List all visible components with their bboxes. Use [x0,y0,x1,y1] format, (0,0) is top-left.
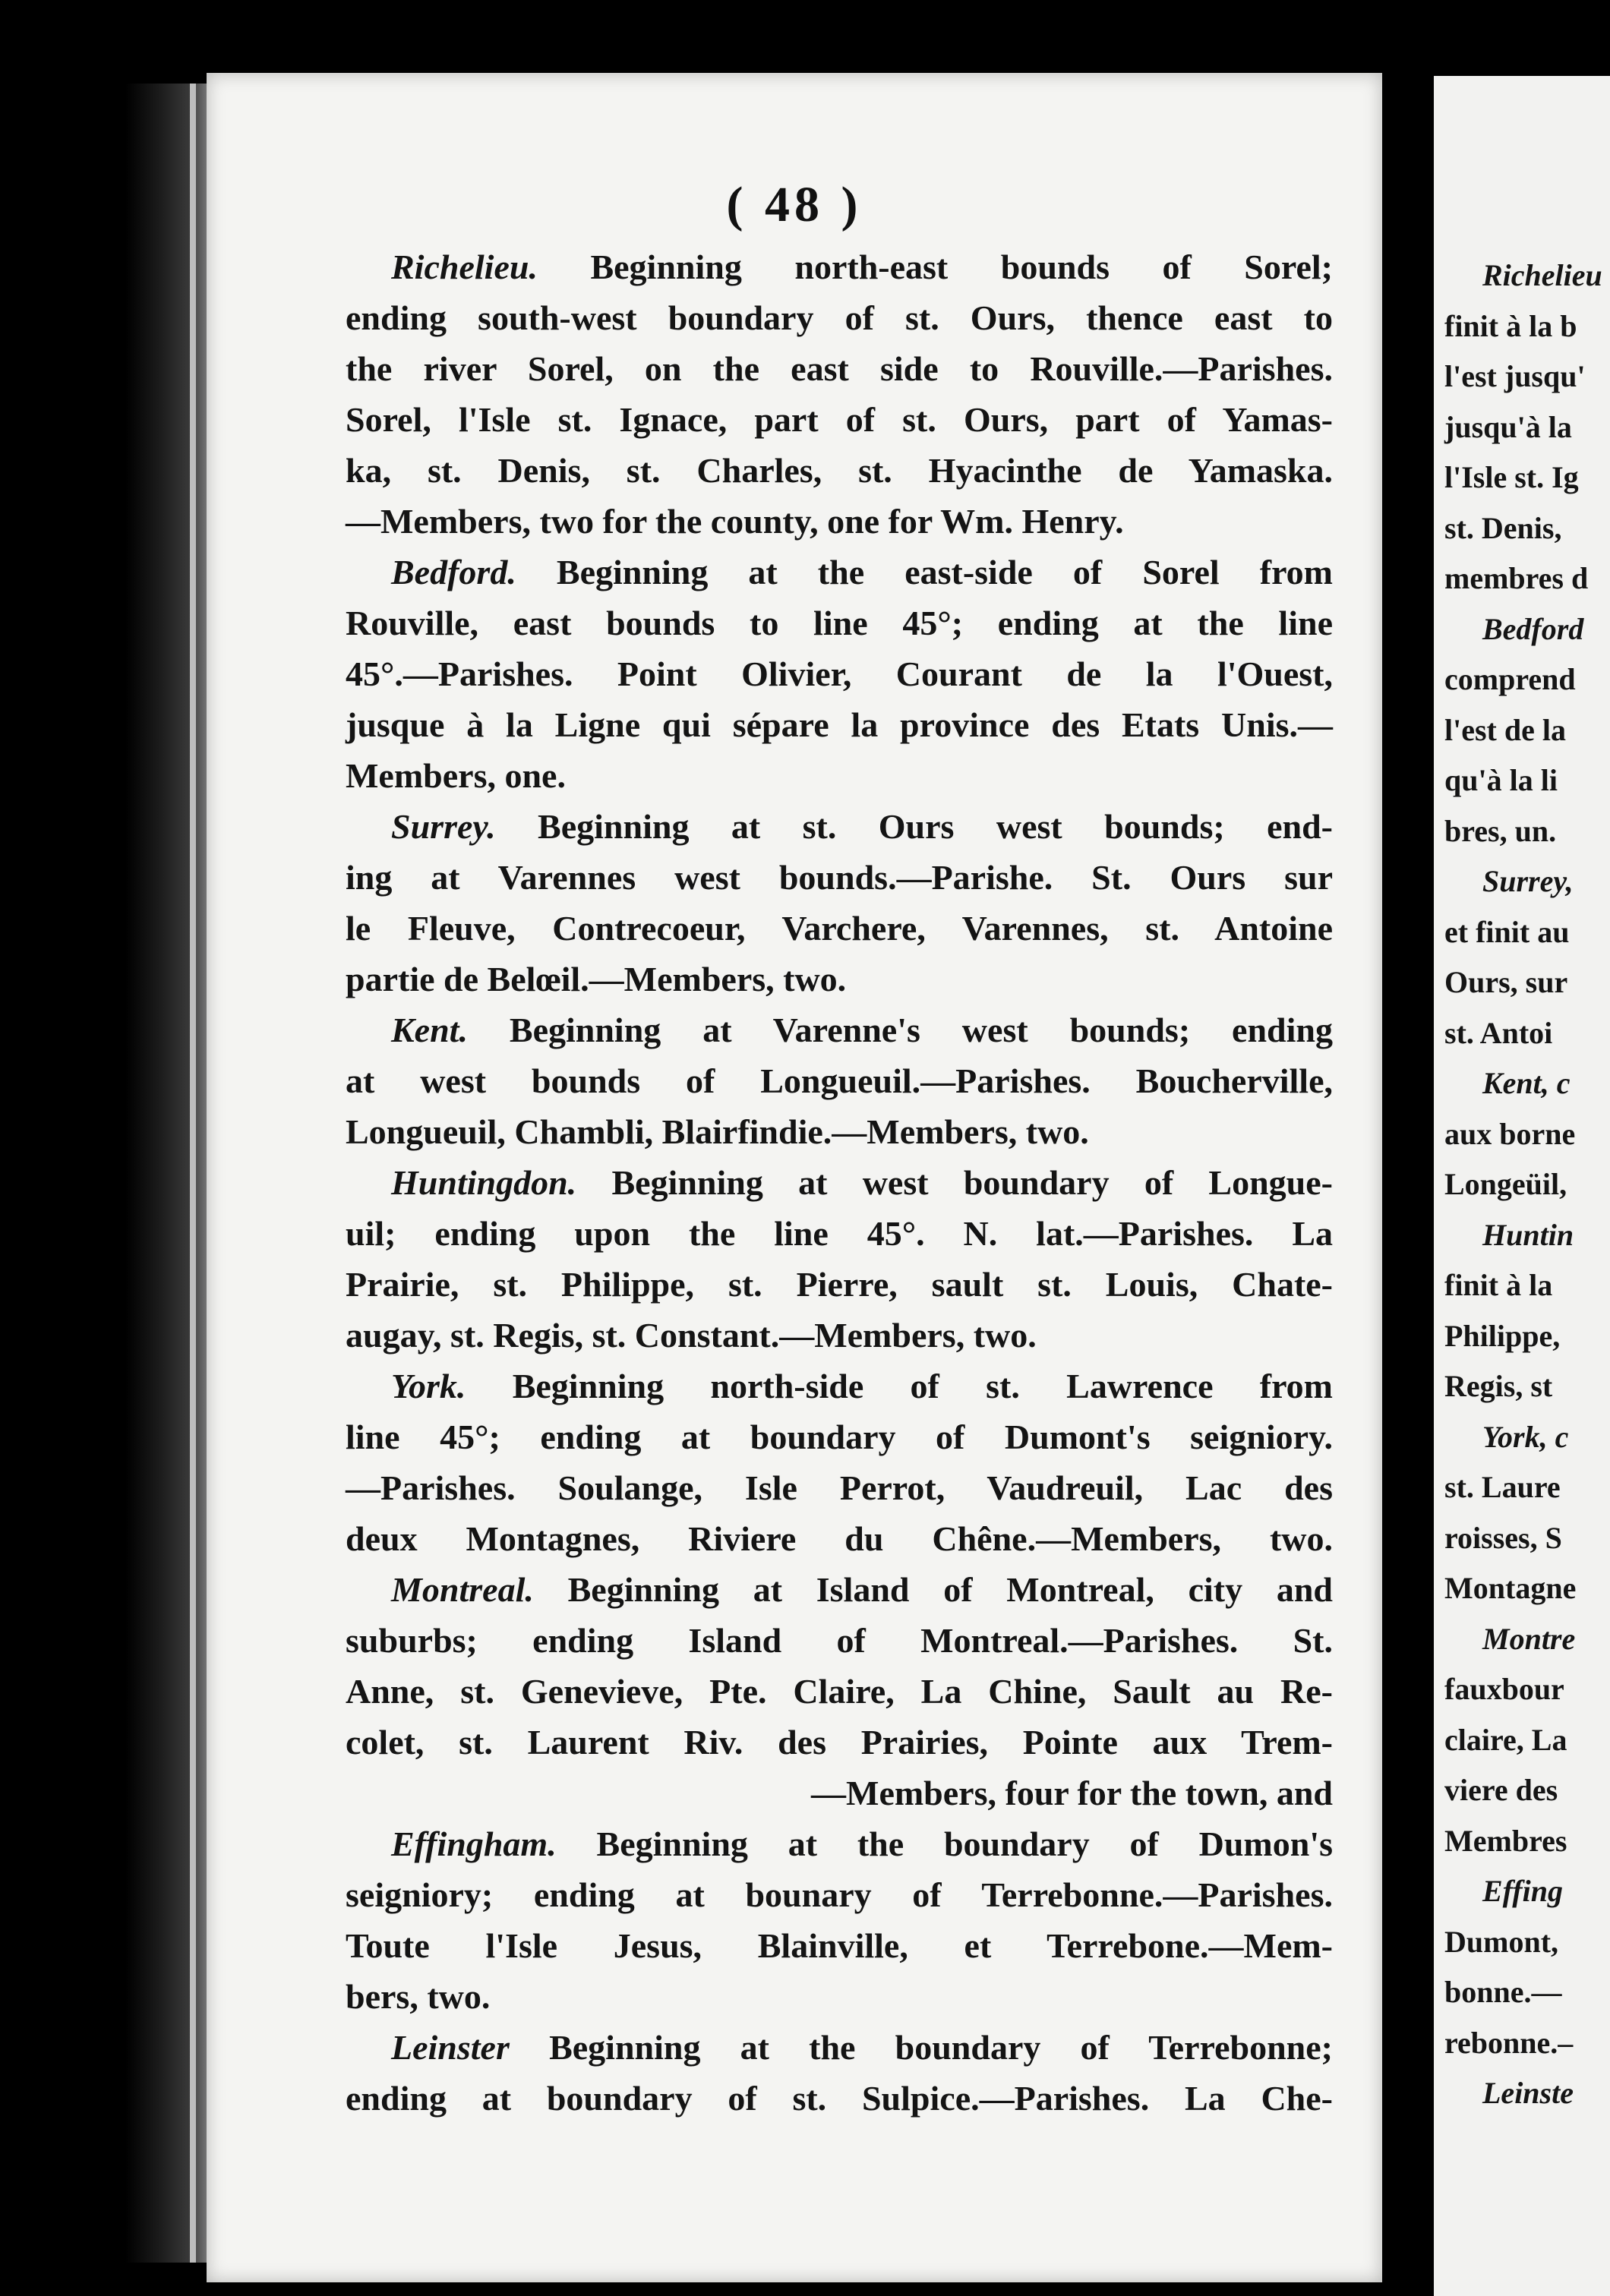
line-text: Anne, st. Genevieve, Pte. Claire, La Chine, Sault au Re- [346,1672,1333,1711]
text-line [346,1411,1333,1462]
text-line [346,1513,1333,1564]
line-text: Beginning at Varenne's west bounds; ending [467,1011,1333,1049]
line-text: Longueuil, Chambli, Blairfindie.—Members, two. [346,1112,1089,1151]
line-text: 45°.—Parishes. Point Olivier, Courant de la l'Ouest, [346,654,1333,693]
text-line [346,445,1333,496]
line-text: Toute l'Isle Jesus, Blainville, et Terrebone.—Mem- [346,1926,1333,1965]
county-name: Leinster [391,2028,510,2067]
facing-page-line: l'est jusqu' [1444,359,1586,393]
line-text: —Members, two for the county, one for Wm. Henry. [346,502,1124,541]
gutter-edge [190,84,196,2263]
facing-page-line: Membres [1444,1823,1567,1858]
line-text: Beginning north-east bounds of Sorel; [537,248,1333,286]
text-line [346,1106,1333,1157]
line-text: colet, st. Laurent Riv. des Prairies, Pointe aux Trem- [346,1723,1333,1761]
county-name: Richelieu. [391,248,538,286]
facing-page-line: l'Isle st. Ig [1444,460,1579,494]
text-line [346,2073,1333,2124]
text-line [346,1157,1333,1208]
facing-page-line: rebonne.– [1444,2025,1574,2060]
facing-page-line: bres, un. [1444,813,1557,848]
page-number: ( 48 ) [726,177,863,232]
facing-page-line: finit à la b [1444,308,1577,343]
book-spine-gap [1382,61,1434,2296]
facing-page-line: jusqu'à la [1444,409,1572,444]
text-line [346,1208,1333,1259]
text-line [346,750,1333,801]
text-line [346,1768,1333,1818]
text-line [346,496,1333,547]
county-name: Effingham. [391,1824,557,1863]
text-line [346,292,1333,343]
line-text: at west bounds of Longueuil.—Parishes. Boucherville, [346,1061,1333,1100]
line-text: Beginning at the boundary of Terrebonne; [509,2028,1333,2067]
line-text: Beginning at the boundary of Dumon's [556,1824,1333,1863]
county-name: Montreal. [391,1570,534,1609]
facing-page-line: st. Denis, [1444,510,1562,545]
text-line [346,1666,1333,1717]
facing-page-line: aux borne [1444,1116,1576,1151]
facing-page-line: Regis, st [1444,1369,1553,1403]
facing-page-line: Longeüil, [1444,1167,1567,1201]
line-text: ending at boundary of st. Sulpice.—Parishes. La Che- [346,2079,1333,2118]
text-line [346,699,1333,750]
facing-page-line: Surrey, [1482,864,1574,898]
text-line [346,1615,1333,1666]
facing-page-line: membres d [1444,561,1589,595]
text-line [346,1361,1333,1411]
text-line [346,1462,1333,1513]
line-text: Sorel, l'Isle st. Ignace, part of st. Ours, part of Yamas- [346,400,1333,439]
facing-page-line: York, c [1482,1419,1569,1454]
line-text: partie de Belœil.—Members, two. [346,960,847,998]
text-line [346,801,1333,852]
facing-page-line: Montagne [1444,1571,1577,1605]
line-text: uil; ending upon the line 45°. N. lat.—Parishes. La [346,1214,1333,1253]
text-line [346,1717,1333,1768]
county-name: Surrey. [391,807,496,846]
facing-page-line: Bedford [1482,611,1584,646]
facing-page-line: qu'à la li [1444,763,1558,797]
facing-page-line: comprend [1444,662,1576,696]
facing-page-line: claire, La [1444,1722,1567,1757]
line-text: Prairie, st. Philippe, st. Pierre, sault st. Louis, Chate- [346,1265,1333,1304]
text-line [346,1310,1333,1361]
text-line [346,954,1333,1004]
text-line [346,648,1333,699]
county-name: York. [391,1367,466,1405]
facing-page-line: Effing [1482,1874,1563,1908]
text-line [346,1259,1333,1310]
line-text: Rouville, east bounds to line 45°; ending at the line [346,604,1333,642]
facing-page-line: l'est de la [1444,712,1566,747]
line-text: Beginning at the east-side of Sorel from [516,553,1333,591]
facing-page-line: fauxbour [1444,1672,1564,1706]
facing-page-line: Dumont, [1444,1924,1559,1959]
text-line [346,1055,1333,1106]
facing-page-line: finit à la [1444,1268,1553,1302]
line-text: —Members, four for the town, and [811,1774,1333,1812]
text-line [346,1920,1333,1971]
text-line [346,1869,1333,1920]
text-line [346,241,1333,292]
line-text: line 45°; ending at boundary of Dumont's seigniory. [346,1418,1333,1456]
text-line [346,547,1333,598]
county-name: Huntingdon. [391,1163,577,1202]
text-line [346,852,1333,903]
line-text: ending south-west boundary of st. Ours, thence east to [346,298,1333,337]
facing-page-line: Montre [1482,1621,1576,1656]
line-text: Members, one. [346,756,566,795]
facing-page-line: Leinste [1482,2076,1574,2110]
line-text: le Fleuve, Contrecoeur, Varchere, Varennes, st. Antoine [346,909,1333,948]
line-text: augay, st. Regis, st. Constant.—Members, two. [346,1316,1037,1355]
left-page-text [346,241,1333,2124]
county-name: Bedford. [391,553,516,591]
facing-page-line: Kent, c [1482,1066,1571,1100]
facing-page-line: st. Laure [1444,1470,1561,1504]
right-page-text [1444,251,1610,2119]
facing-page-line: st. Antoi [1444,1015,1553,1050]
text-line [346,1971,1333,2022]
county-name: Kent. [391,1011,468,1049]
line-text: Beginning at st. Ours west bounds; end- [495,807,1333,846]
facing-page-line: Philippe, [1444,1318,1561,1353]
line-text: seigniory; ending at bounary of Terrebonne.—Parishes. [346,1875,1333,1914]
facing-page-line: et finit au [1444,914,1570,949]
text-line [346,1004,1333,1055]
line-text: jusque à la Ligne qui sépare la province des Etats Unis.— [346,705,1333,744]
facing-page-line: Ours, sur [1444,965,1568,999]
text-line [346,1818,1333,1869]
text-line [346,394,1333,445]
text-line [346,903,1333,954]
line-text: bers, two. [346,1977,491,2016]
line-text: Beginning at Island of Montreal, city and [533,1570,1333,1609]
text-line [346,343,1333,394]
line-text: —Parishes. Soulange, Isle Perrot, Vaudreuil, Lac des [346,1468,1333,1507]
facing-page-line: viere des [1444,1773,1558,1807]
facing-page-line: Richelieu [1482,258,1602,292]
line-text: ing at Varennes west bounds.—Parishe. St. Ours sur [346,858,1333,897]
line-text: Beginning north-side of st. Lawrence from [466,1367,1333,1405]
line-text: Beginning at west boundary of Longue- [576,1163,1333,1202]
facing-page-line: roisses, S [1444,1520,1562,1555]
line-text: ka, st. Denis, st. Charles, st. Hyacinthe de Yamaska. [346,451,1333,490]
line-text: suburbs; ending Island of Montreal.—Parishes. St. [346,1621,1333,1660]
text-line [346,598,1333,648]
line-text: the river Sorel, on the east side to Rouville.—Parishes. [346,349,1333,388]
line-text: deux Montagnes, Riviere du Chêne.—Members, two. [346,1519,1333,1558]
text-line [346,1564,1333,1615]
facing-page-line: Huntin [1482,1217,1574,1252]
text-line [346,2022,1333,2073]
facing-page-line: bonne.— [1444,1975,1562,2009]
